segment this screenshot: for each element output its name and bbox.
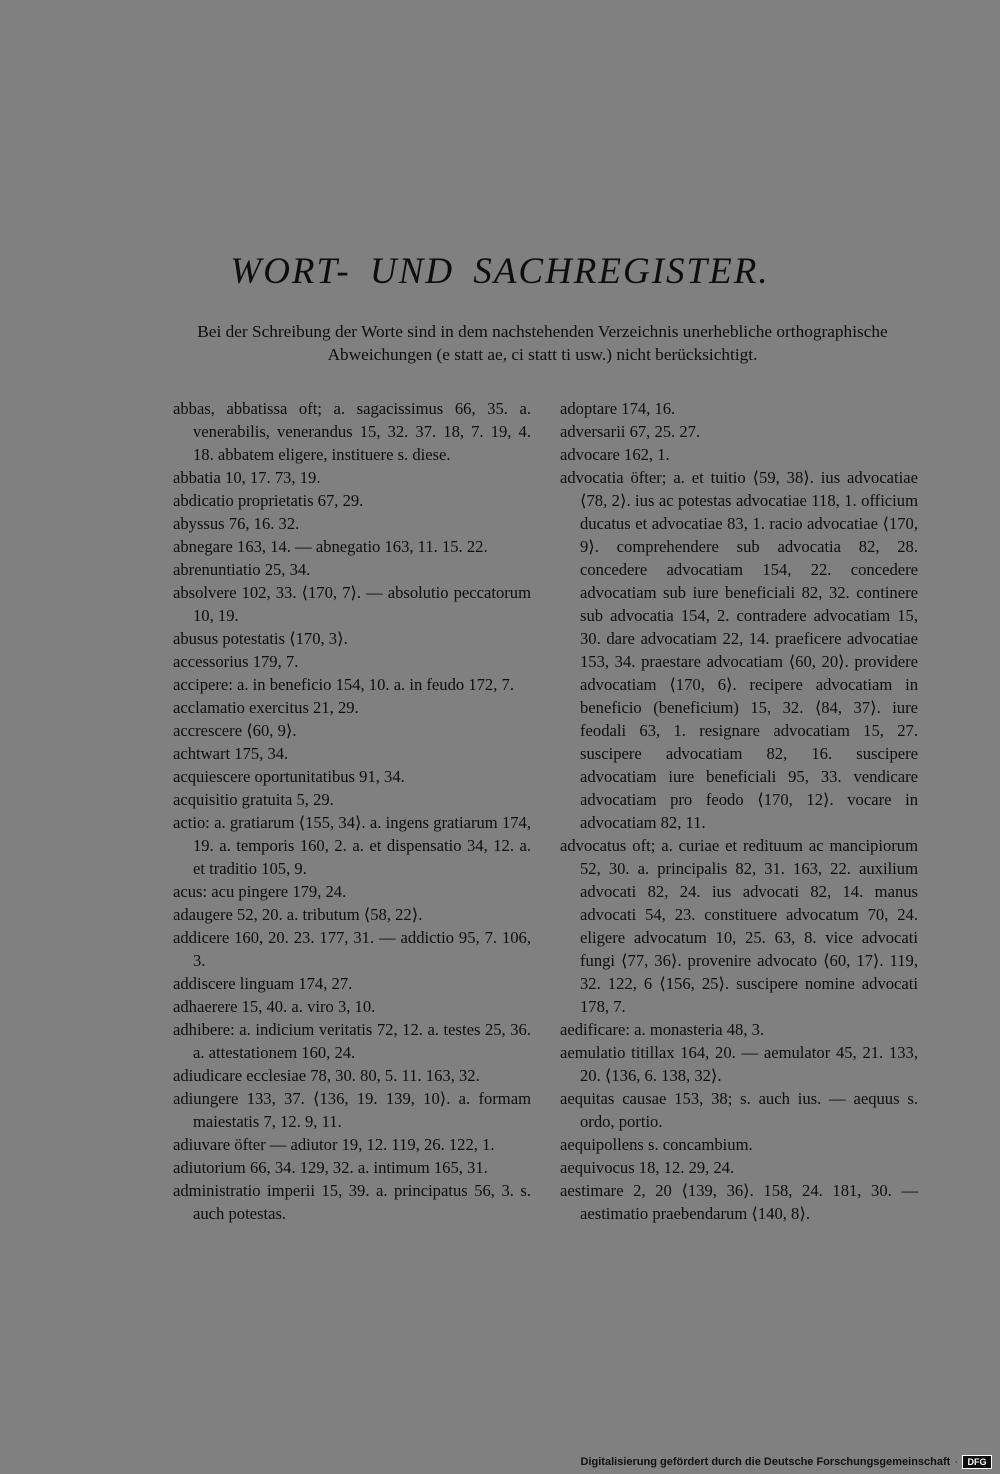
index-entry: adhibere: a. indicium veritatis 72, 12. a. testes 25, 36. a. attestationem 160, 24. bbox=[173, 1020, 531, 1062]
index-entry: addiscere linguam 174, 27. bbox=[173, 974, 353, 993]
index-entry: adoptare 174, 16. bbox=[560, 399, 676, 418]
index-entry: adiudicare ecclesiae 78, 30. 80, 5. 11. 163, 32. bbox=[173, 1066, 480, 1085]
index-entry: addicere 160, 20. 23. 177, 31. — addictio 95, 7. 106, 3. bbox=[173, 928, 531, 970]
index-entry: adiuvare öfter — adiutor 19, 12. 119, 26. 122, 1. bbox=[173, 1135, 495, 1154]
index-entry: aequipollens s. concambium. bbox=[560, 1135, 753, 1154]
index-entry: acquisitio gratuita 5, 29. bbox=[173, 790, 334, 809]
index-entry: abbatia 10, 17. 73, 19. bbox=[173, 468, 321, 487]
index-entry: accrescere ⟨60, 9⟩. bbox=[173, 721, 297, 740]
index-entry: abnegare 163, 14. — abnegatio 163, 11. 15. 22. bbox=[173, 537, 488, 556]
index-entry: acquiescere oportunitatibus 91, 34. bbox=[173, 767, 405, 786]
index-column-right bbox=[560, 397, 918, 1225]
index-entry: abyssus 76, 16. 32. bbox=[173, 514, 300, 533]
credit-text: Digitalisierung gefördert durch die Deutsche Forschungsgemeinschaft bbox=[580, 1456, 951, 1468]
index-entry: acclamatio exercitus 21, 29. bbox=[173, 698, 359, 717]
index-entry: abdicatio proprietatis 67, 29. bbox=[173, 491, 364, 510]
index-entry: advocatia öfter; a. et tuitio ⟨59, 38⟩. ius advocatiae ⟨78, 2⟩. ius ac potestas advocatiae 118, 1. officium ducatus et advocatiae 83, 1. racio advocatiae ⟨170, 9⟩. comprehendere sub advocatia 82, 28. concedere advocatiam 154, 22. concedere advocatiam sub iure beneficiali 82, 32. continere sub advocatia 154, 2. contradere advocatiam 15, 30. dare advocatiam 22, 14. praeficere advocatiae 153, 34. praestare advocatiam ⟨60, 20⟩. providere advocatiam ⟨170, 6⟩. recipere advocatiam in beneficio (beneficium) 15, 32. ⟨84, 37⟩. iure feodali 63, 1. resignare advocatiam 15, 27. suscipere advocatiam 82, 16. suscipere advocatiam iure beneficiali 95, 33. vendicare advocatiam pro feodo ⟨170, 12⟩. vocare in advocatiam 82, 11. bbox=[560, 468, 918, 832]
index-entry: adiutorium 66, 34. 129, 32. a. intimum 165, 31. bbox=[173, 1158, 488, 1177]
page-title: WORT- UND SACHREGISTER. bbox=[230, 251, 770, 292]
index-entry: aemulatio titillax 164, 20. — aemulator 45, 21. 133, 20. ⟨136, 6. 138, 32⟩. bbox=[560, 1043, 918, 1085]
index-entry: acus: acu pingere 179, 24. bbox=[173, 882, 347, 901]
index-entry: actio: a. gratiarum ⟨155, 34⟩. a. ingens gratiarum 174, 19. a. temporis 160, 2. a. et dispensatio 34, 12. a. et traditio 105, 9. bbox=[173, 813, 531, 878]
index-entry: aequitas causae 153, 38; s. auch ius. — aequus s. ordo, portio. bbox=[560, 1089, 918, 1131]
index-entry: advocare 162, 1. bbox=[560, 445, 670, 464]
intro-note: Bei der Schreibung der Worte sind in dem nachstehenden Verzeichnis unerhebliche orthographische Abweichungen (e statt ae, ci statt ti usw.) nicht berücksichtigt. bbox=[197, 322, 888, 364]
index-entry: abrenuntiatio 25, 34. bbox=[173, 560, 311, 579]
index-entry: aedificare: a. monasteria 48, 3. bbox=[560, 1020, 765, 1039]
index-entry: aestimare 2, 20 ⟨139, 36⟩. 158, 24. 181, 30. — aestimatio praebendarum ⟨140, 8⟩. bbox=[560, 1181, 918, 1223]
index-entry: abbas, abbatissa oft; a. sagacissimus 66, 35. a. venerabilis, venerandus 15, 32. 37. 18, 7. 19, 4. 18. abbatem eligere, instituere s. diese. bbox=[173, 399, 531, 464]
index-entry: advocatus oft; a. curiae et redituum ac mancipiorum 52, 30. a. principalis 82, 31. 163, 22. auxilium advocati 82, 24. ius advocati 82, 14. manus advocati 54, 23. constituere advocatum 70, 24. eligere advocatum 10, 25. 63, 8. vice advocati fungi ⟨77, 36⟩. provenire advocato ⟨60, 17⟩. 119, 32. 122, 6 ⟨156, 25⟩. suscipere nomine advocati 178, 7. bbox=[560, 836, 918, 1016]
index-entry: accessorius 179, 7. bbox=[173, 652, 299, 671]
index-entry: adaugere 52, 20. a. tributum ⟨58, 22⟩. bbox=[173, 905, 423, 924]
index-entry: accipere: a. in beneficio 154, 10. a. in feudo 172, 7. bbox=[173, 675, 514, 694]
index-entry: absolvere 102, 33. ⟨170, 7⟩. — absolutio peccatorum 10, 19. bbox=[173, 583, 531, 625]
dfg-logo-icon: DFG bbox=[962, 1455, 992, 1469]
index-entry: aequivocus 18, 12. 29, 24. bbox=[560, 1158, 735, 1177]
index-column-left bbox=[173, 397, 531, 1225]
index-entry: achtwart 175, 34. bbox=[173, 744, 289, 763]
index-entry: adiungere 133, 37. ⟨136, 19. 139, 10⟩. a. formam maiestatis 7, 12. 9, 11. bbox=[173, 1089, 531, 1131]
index-entry: abusus potestatis ⟨170, 3⟩. bbox=[173, 629, 348, 648]
index-entry: administratio imperii 15, 39. a. principatus 56, 3. s. auch potestas. bbox=[173, 1181, 531, 1223]
credit-separator: · bbox=[954, 1456, 958, 1468]
digitization-credit bbox=[581, 1455, 992, 1469]
index-entry: adhaerere 15, 40. a. viro 3, 10. bbox=[173, 997, 376, 1016]
index-entry: adversarii 67, 25. 27. bbox=[560, 422, 701, 441]
